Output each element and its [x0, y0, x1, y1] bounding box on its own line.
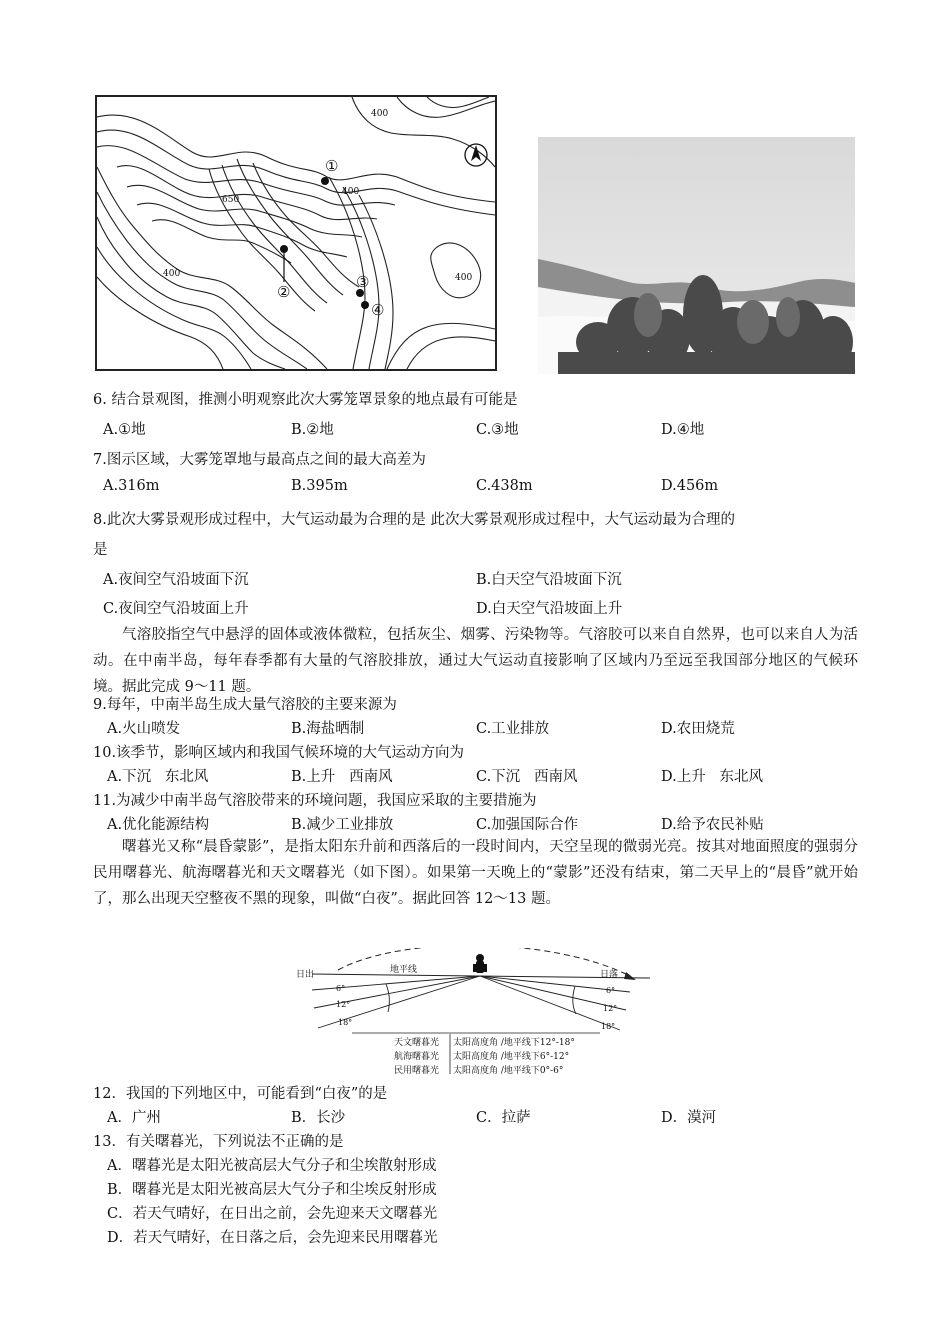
- question-8-option-a: A.夜间空气沿坡面下沉: [103, 572, 249, 588]
- question-8-stem-line2: 是: [93, 542, 108, 558]
- question-11-option-b: B.减少工业排放: [291, 817, 394, 833]
- question-13-stem: 13．有关曙暮光，下列说法不正确的是: [93, 1134, 344, 1150]
- question-6-option-d: D.④地: [661, 422, 705, 438]
- question-9-option-d: D.农田烧荒: [661, 721, 735, 737]
- question-12-option-b: B．长沙: [291, 1110, 346, 1126]
- question-10-stem: 10.该季节，影响区域内和我国气候环境的大气运动方向为: [93, 745, 465, 761]
- point-4-marker: [361, 301, 369, 309]
- left-6-degree-label: 6°: [336, 984, 346, 993]
- question-9-option-b: B.海盐晒制: [291, 721, 365, 737]
- contour-map-drawing: [97, 97, 495, 369]
- left-12-degree-label: 12°: [336, 1000, 351, 1009]
- question-7-option-a: A.316m: [103, 478, 160, 494]
- question-8-option-b: B.白天空气沿坡面下沉: [476, 572, 622, 588]
- question-11-option-c: C.加强国际合作: [476, 817, 579, 833]
- right-18-degree-label: 18°: [601, 1022, 616, 1031]
- legend-nautical-name: 航海曙暮光: [394, 1052, 440, 1062]
- question-7-option-c: C.438m: [476, 478, 533, 494]
- question-8-stem-line1: 8.此次大雾景观形成过程中，大气运动最为合理的是 此次大雾景观形成过程中，大气运动最为合理的: [93, 512, 735, 528]
- legend-nautical-desc: 太阳高度角 /地平线下6°-12°: [453, 1052, 570, 1062]
- question-13-option-c: C．若天气晴好，在日出之前，会先迎来天文曙暮光: [107, 1206, 438, 1222]
- question-6-option-a: A.①地: [103, 422, 146, 438]
- question-9-option-a: A.火山喷发: [107, 721, 181, 737]
- left-18-degree-label: 18°: [338, 1018, 353, 1027]
- passage-twilight: 曙暮光又称“晨昏蒙影”，是指太阳东升前和西落后的一段时间内，天空呈现的微弱光亮。按其对地面照度的强弱分民用曙暮光、航海曙暮光和天文曙暮光（如下图）。如果第一天晚上的“蒙影”还没有结束，第二天早上的“晨昏”就开始了，那么出现天空整夜不黑的现象，叫做“白夜”。据此回答 12～13 题。: [93, 839, 858, 907]
- sunset-label: 日落: [600, 970, 619, 980]
- point-4-label: ④: [371, 301, 385, 319]
- contour-label-650: 650: [222, 195, 240, 205]
- contour-label-400-right: 400: [455, 273, 473, 283]
- question-11-option-d: D.给予农民补贴: [661, 817, 764, 833]
- point-3-label: ③: [356, 273, 370, 291]
- fog-photo-drawing: [538, 137, 855, 374]
- question-7-option-d: D.456m: [661, 478, 719, 494]
- question-6-stem: 6. 结合景观图，推测小明观察此次大雾笼罩景象的地点最有可能是: [93, 392, 518, 408]
- sunrise-label: 日出: [296, 970, 315, 980]
- question-9-option-c: C.工业排放: [476, 721, 550, 737]
- twilight-diagram: [290, 948, 660, 1076]
- contour-label-400-top: 400: [371, 109, 389, 119]
- contour-label-400-left: 400: [163, 269, 181, 279]
- right-12-degree-label: 12°: [603, 1004, 618, 1013]
- question-7-stem: 7.图示区域，大雾笼罩地与最高点之间的最大高差为: [93, 452, 426, 468]
- legend-civil-name: 民用曙暮光: [394, 1066, 440, 1076]
- question-12-option-a: A．广州: [107, 1110, 161, 1126]
- point-1-label: ①: [325, 157, 339, 175]
- question-11-option-a: A.优化能源结构: [107, 817, 210, 833]
- question-10-option-b: B.上升 西南风: [291, 769, 393, 785]
- contour-label-400-mid: 400: [342, 187, 360, 197]
- question-6-option-c: C.③地: [476, 422, 519, 438]
- question-13-option-b: B．曙暮光是太阳光被高层大气分子和尘埃反射形成: [107, 1182, 437, 1198]
- fog-landscape-photo: [538, 137, 855, 374]
- question-11-stem: 11.为减少中南半岛气溶胶带来的环境问题，我国应采取的主要措施为: [93, 793, 537, 809]
- horizon-label: 地平线: [390, 965, 418, 975]
- question-12-option-c: C．拉萨: [476, 1110, 531, 1126]
- legend-astronomical-name: 天文曙暮光: [394, 1038, 440, 1048]
- point-1-marker: [321, 177, 329, 185]
- question-10-option-a: A.下沉 东北风: [107, 769, 209, 785]
- question-9-stem: 9.每年，中南半岛生成大量气溶胶的主要来源为: [93, 697, 397, 713]
- question-13-option-d: D．若天气晴好，在日落之后，会先迎来民用曙暮光: [107, 1230, 438, 1246]
- question-8-option-d: D.白天空气沿坡面上升: [476, 601, 623, 617]
- question-10-option-d: D.上升 东北风: [661, 769, 764, 785]
- point-2-label: ②: [277, 283, 291, 301]
- right-6-degree-label: 6°: [606, 986, 616, 995]
- question-6-option-b: B.②地: [291, 422, 334, 438]
- question-8-option-c: C.夜间空气沿坡面上升: [103, 601, 249, 617]
- question-12-option-d: D．漠河: [661, 1110, 717, 1126]
- question-10-option-c: C.下沉 西南风: [476, 769, 578, 785]
- question-7-option-b: B.395m: [291, 478, 348, 494]
- contour-map: [95, 95, 497, 371]
- question-12-stem: 12．我国的下列地区中，可能看到“白夜”的是: [93, 1086, 388, 1102]
- legend-civil-desc: 太阳高度角 /地平线下0°-6°: [453, 1066, 564, 1076]
- question-13-option-a: A．曙暮光是太阳光被高层大气分子和尘埃散射形成: [107, 1158, 437, 1174]
- legend-astronomical-desc: 太阳高度角 /地平线下12°-18°: [453, 1038, 575, 1048]
- observer-icon: [473, 954, 487, 973]
- passage-aerosol: 气溶胶指空气中悬浮的固体或液体微粒，包括灰尘、烟雾、污染物等。气溶胶可以来自自然界，也可以来自人为活动。在中南半岛，每年春季都有大量的气溶胶排放，通过大气运动直接影响了区域内乃至远至我国部分地区的气候环境。据此完成 9～11 题。: [93, 627, 858, 695]
